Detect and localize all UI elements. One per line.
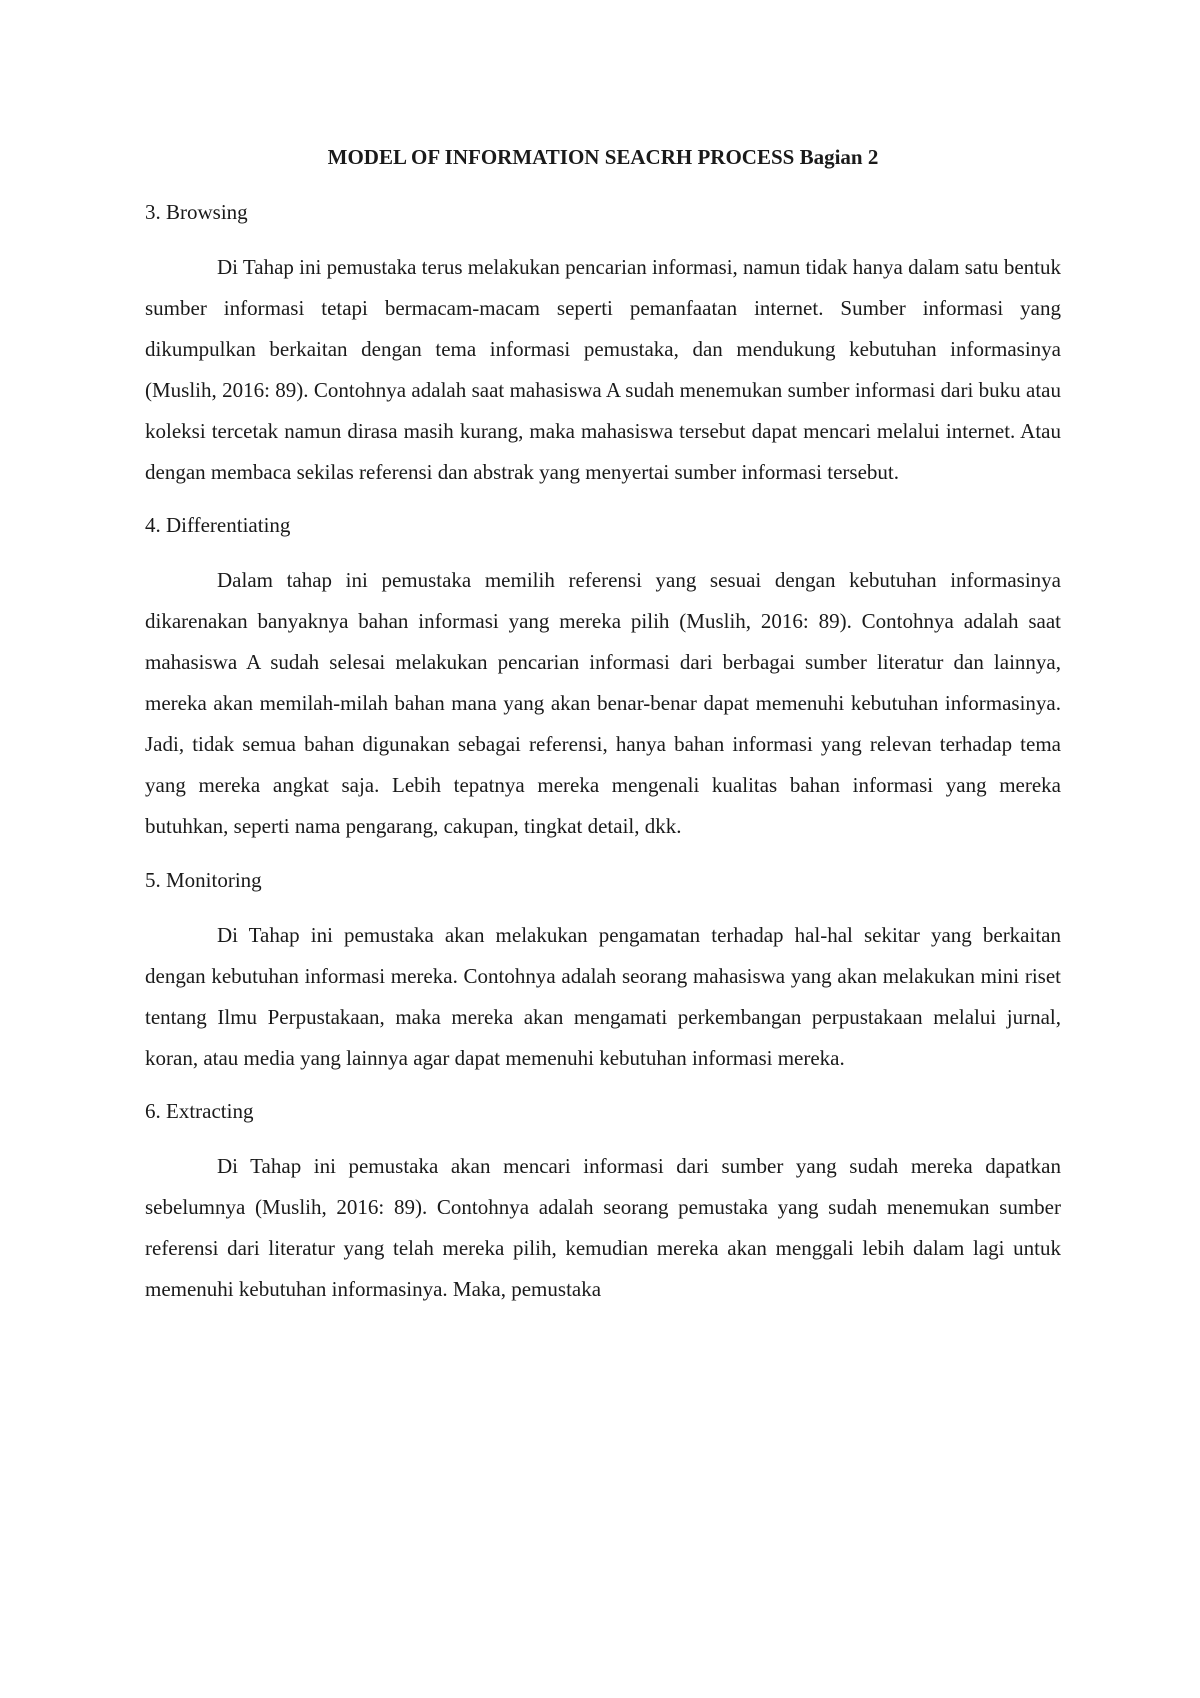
section-differentiating: [145, 510, 1061, 846]
section-extracting: [145, 1096, 1061, 1310]
section-paragraph: Di Tahap ini pemustaka akan mencari informasi dari sumber yang sudah mereka dapatkan sebelumnya (Muslih, 2016: 89). Contohnya adalah seorang pemustaka yang sudah menemukan sumber referensi dari literatur yang telah mereka pilih, kemudian mereka akan menggali lebih dalam lagi untuk memenuhi kebutuhan informasinya. Maka, pemustaka: [145, 1154, 1061, 1302]
section-browsing: [145, 197, 1061, 492]
section-heading: 6. Extracting: [145, 1099, 254, 1124]
document-content: [145, 142, 1061, 1328]
section-heading: 5. Monitoring: [145, 867, 262, 892]
section-heading: 4. Differentiating: [145, 513, 291, 538]
document-title: MODEL OF INFORMATION SEACRH PROCESS Bagian 2: [327, 145, 879, 169]
section-monitoring: [145, 865, 1061, 1079]
section-paragraph: Di Tahap ini pemustaka akan melakukan pengamatan terhadap hal-hal sekitar yang berkaitan dengan kebutuhan informasi mereka. Contohnya adalah seorang mahasiswa yang akan melakukan mini riset tentang Ilmu Perpustakaan, maka mereka akan mengamati perkembangan perpustakaan melalui jurnal, koran, atau media yang lainnya agar dapat memenuhi kebutuhan informasi mereka.: [145, 922, 1061, 1070]
section-heading: 3. Browsing: [145, 200, 248, 224]
section-paragraph: Dalam tahap ini pemustaka memilih referensi yang sesuai dengan kebutuhan informasinya dikarenakan banyaknya bahan informasi yang mereka pilih (Muslih, 2016: 89). Contohnya adalah saat mahasiswa A sudah selesai melakukan pencarian informasi dari berbagai sumber literatur dan lainnya, mereka akan memilah-milah bahan mana yang akan benar-benar dapat memenuhi kebutuhan informasinya. Jadi, tidak semua bahan digunakan sebagai referensi, hanya bahan informasi yang relevan terhadap tema yang mereka angkat saja. Lebih tepatnya mereka mengenali kualitas bahan informasi yang mereka butuhkan, seperti nama pengarang, cakupan, tingkat detail, dkk.: [145, 568, 1061, 838]
section-paragraph: Di Tahap ini pemustaka terus melakukan pencarian informasi, namun tidak hanya dalam satu bentuk sumber informasi tetapi bermacam-macam seperti pemanfaatan internet. Sumber informasi yang dikumpulkan berkaitan dengan tema informasi pemustaka, dan mendukung kebutuhan informasinya (Muslih, 2016: 89). Contohnya adalah saat mahasiswa A sudah menemukan sumber informasi dari buku atau koleksi tercetak namun dirasa masih kurang, maka mahasiswa tersebut dapat mencari melalui internet. Atau dengan membaca sekilas referensi dan abstrak yang menyertai sumber informasi tersebut.: [145, 255, 1061, 484]
